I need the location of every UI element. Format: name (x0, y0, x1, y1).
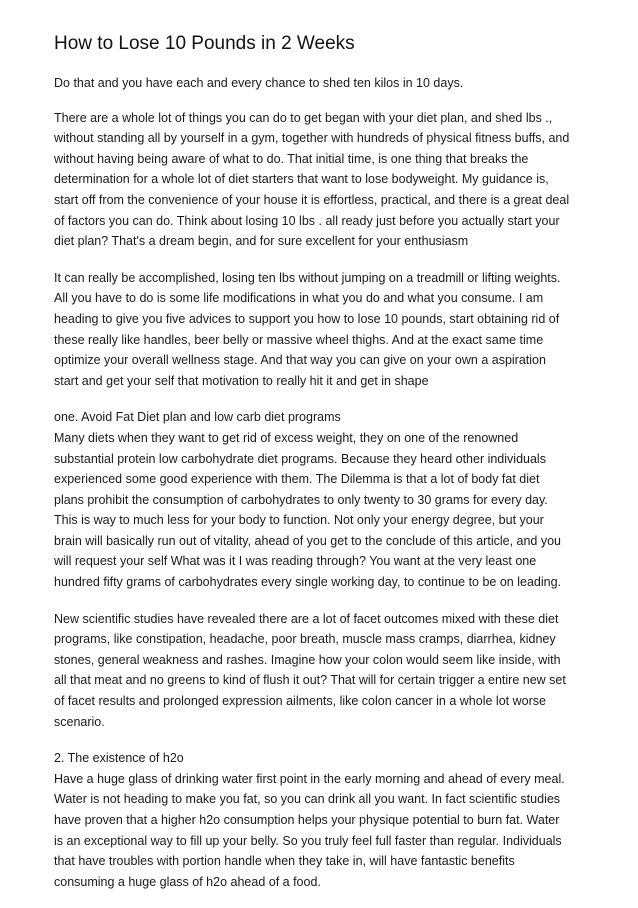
text-line: start and get your self that motivation to really hit it and get in shape (54, 373, 429, 388)
text-line: stones, general weakness and rashes. Imagine how your colon would seem like inside, with (54, 652, 561, 667)
text-line: have proven that a higher h2o consumption helps your physique potential to burn fat. Water (54, 813, 560, 827)
paragraph (54, 268, 590, 392)
text-line: All you have to do is some life modifications in what you do and what you consume. I am (54, 291, 544, 306)
text-line: New scientific studies have revealed there are a lot of facet outcomes mixed with these diet (54, 611, 559, 626)
document-page (54, 32, 590, 908)
document-body (54, 73, 590, 892)
paragraph (54, 108, 590, 252)
text-line: start off from the convenience of your house it is effortless, practical, and there is a great deal (54, 192, 570, 207)
text-line: without having being aware of what to do. That initial time, is one thing that breaks the (54, 151, 529, 166)
paragraph (54, 407, 590, 592)
text-line: brain will basically run out of vitality, ahead of you get to the conclude of this article, and you (54, 533, 562, 548)
text-line: This is way to much less for your body to function. Not only your energy degree, but your (54, 513, 544, 528)
text-line: There are a whole lot of things you can do to get began with your diet plan, and shed lbs ., (54, 110, 553, 125)
text-line: of facet results and prolonged expression ailments, like colon cancer in a whole lot worse (54, 694, 546, 709)
text-line: substantial protein low carbohydrate diet programs. Because they heard other individuals (54, 451, 546, 466)
document-title: How to Lose 10 Pounds in 2 Weeks (54, 33, 355, 54)
text-line: hundred fifty grams of carbohydrates every single working day, to continue to be on leading. (54, 575, 562, 590)
text-line: diet plan? That's a dream begin, and for sure excellent for your enthusiasm (54, 234, 469, 249)
text-line: is an exceptional way to fill up your belly. So you truly feel full faster than regular. Individuals (54, 833, 562, 848)
text-line: Have a huge glass of drinking water first point in the early morning and ahead of every meal. (54, 771, 565, 786)
text-line: Do that and you have each and every chance to shed ten kilos in 10 days. (54, 76, 464, 90)
text-line: heading to give you five advices to support you how to lose 10 pounds, start obtaining rid of (54, 311, 560, 326)
text-line: without standing all by yourself in a gym, together with hundreds of physical fitness buffs, and (54, 131, 570, 146)
text-line: one. Avoid Fat Diet plan and low carb diet programs (54, 410, 341, 425)
text-line: consuming a huge glass of h2o ahead of a food. (54, 874, 321, 889)
text-line: that have troubles with portion handle when they take in, will have fantastic benefits (54, 854, 515, 869)
text-line: scenario. (54, 714, 105, 729)
text-line: all that meat and no greens to kind of flush it out? That will for certain trigger a entire new set (54, 673, 566, 688)
text-line: 2. The existence of h2o (54, 751, 184, 766)
text-line: determination for a whole lot of diet starters that want to lose bodyweight. My guidance is, (54, 172, 549, 187)
text-line: plans prohibit the consumption of carbohydrates to only twenty to 30 grams for every day. (54, 492, 548, 507)
text-line: of factors you can do. Think about losing 10 lbs . all ready just before you actually start your (54, 213, 560, 228)
paragraph (54, 748, 590, 892)
text-line: experienced some good experience with them. The Dilemma is that a lot of body fat diet (54, 472, 540, 487)
text-line: optimize your overall wellness stage. And that way you can give on your own a aspiration (54, 353, 546, 368)
text-line: Water is not heading to make you fat, so you can drink all you want. In fact scientific studies (54, 792, 561, 807)
paragraph (54, 73, 590, 94)
text-line: will request your self What was it I was reading through? You want at the very least one (54, 554, 537, 569)
text-line: these really like handles, beer belly or massive wheel thighs. And at the exact same time (54, 332, 544, 347)
text-line: programs, like constipation, headache, poor breath, muscle mass cramps, diarrhea, kidney (54, 632, 556, 647)
text-line: It can really be accomplished, losing ten lbs without jumping on a treadmill or lifting weights. (54, 270, 561, 285)
paragraph (54, 609, 590, 733)
text-line: Many diets when they want to get rid of excess weight, they on one of the renowned (54, 430, 519, 445)
